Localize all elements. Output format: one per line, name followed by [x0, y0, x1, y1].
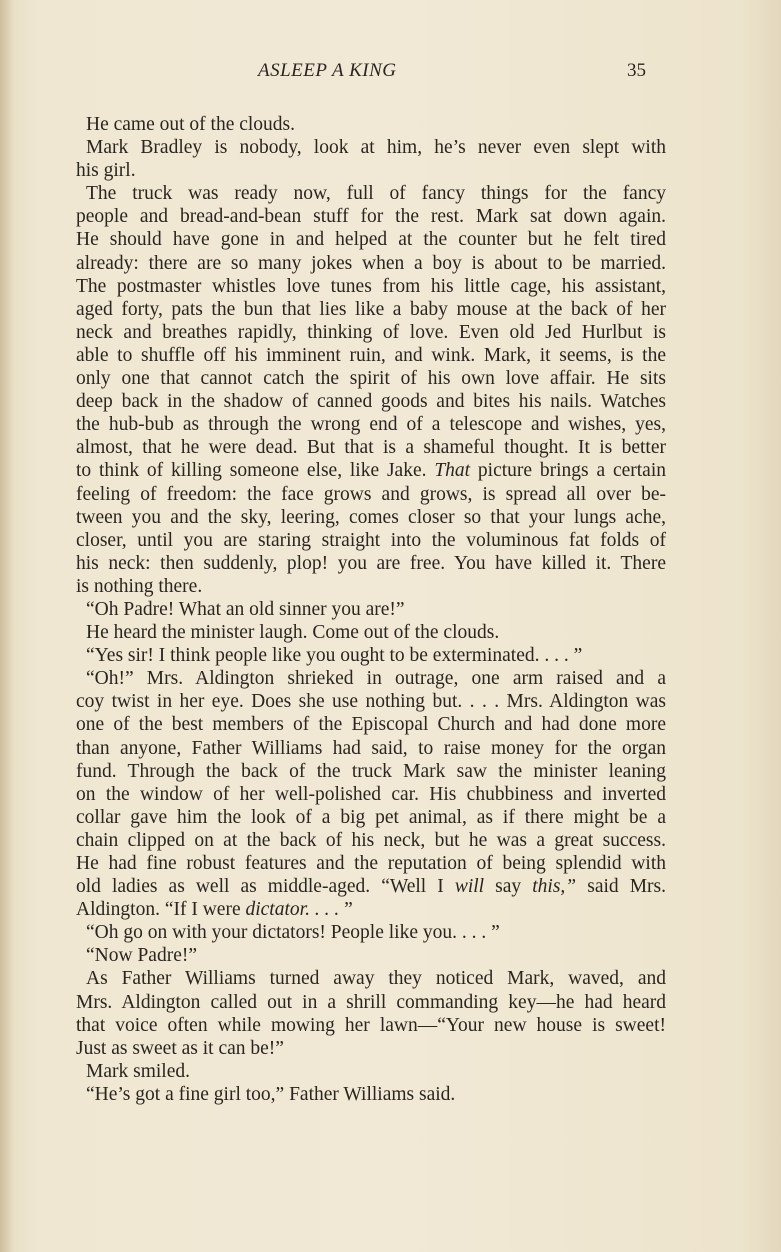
text-line: deep back in the shadow of canned goods and bites his nails. Watches: [76, 391, 666, 413]
text-line: people and bread-and-bean stuff for the rest. Mark sat down again.: [76, 206, 666, 228]
text-line: coy twist in her eye. Does she use nothing but. . . . Mrs. Aldington was: [76, 691, 666, 713]
text-line: “Oh Padre! What an old sinner you are!”: [86, 598, 405, 620]
text-line: on the window of her well-polished car. His chubbiness and inverted: [76, 783, 666, 805]
text-line: Mark Bradley is nobody, look at him, he’s never even slept with: [86, 137, 666, 159]
text-line: He should have gone in and helped at the counter but he felt tired: [76, 229, 666, 251]
text-line: Just as sweet as it can be!”: [76, 1037, 284, 1059]
text-line: his neck: then suddenly, plop! you are free. You have killed it. There: [76, 552, 666, 574]
text-line: his girl.: [76, 160, 136, 182]
text-line: collar gave him the look of a big pet animal, as if there might be a: [76, 806, 666, 828]
text-line: The truck was ready now, full of fancy things for the fancy: [86, 183, 666, 205]
text-line: the hub-bub as through the wrong end of a telescope and wishes, yes,: [76, 414, 666, 436]
text-fragment: say: [484, 876, 533, 898]
text-line: As Father Williams turned away they noticed Mark, waved, and: [86, 968, 666, 990]
text-line: [76, 459, 666, 482]
text-line: He heard the minister laugh. Come out of the clouds.: [86, 622, 500, 644]
text-fragment: to think of killing someone else, like Jake.: [76, 460, 427, 482]
italic-word: will: [454, 876, 485, 898]
text-line: “He’s got a fine girl too,” Father Williams said.: [86, 1083, 456, 1105]
text-line: “Oh go on with your dictators! People like you. . . . ”: [86, 922, 500, 944]
page-gutter-shadow: [0, 0, 14, 1252]
italic-word: That: [434, 460, 471, 482]
text-line: than anyone, Father Williams had said, to raise money for the organ: [76, 737, 666, 759]
text-line: “Oh!” Mrs. Aldington shrieked in outrage, one arm raised and a: [86, 668, 666, 690]
text-line: tween you and the sky, leering, comes closer so that your lungs ache,: [76, 506, 666, 528]
text-line: closer, until you are staring straight into the voluminous fat folds of: [76, 529, 666, 551]
text-line: only one that cannot catch the spirit of his own love affair. He sits: [76, 368, 666, 390]
text-fragment: “Well I: [381, 876, 455, 898]
text-fragment: ”: [339, 899, 353, 921]
body-text: [76, 113, 666, 1106]
page-number: 35: [627, 60, 646, 81]
text-fragment: Aldington. “If I were: [76, 899, 246, 921]
text-line: one of the best members of the Episcopal Church and had done more: [76, 714, 666, 736]
italic-word: dictator. . . .: [245, 899, 340, 921]
text-line: is nothing there.: [76, 575, 203, 597]
text-fragment: old ladies as well as middle-aged.: [76, 876, 371, 898]
text-line: that voice often while mowing her lawn—“Your new house is sweet!: [76, 1014, 666, 1036]
text-line: Mrs. Aldington called out in a shrill commanding key—he had heard: [76, 991, 666, 1013]
text-line: He came out of the clouds.: [86, 114, 296, 135]
text-line: aged forty, pats the bun that lies like a baby mouse at the back of her: [76, 298, 666, 320]
running-head: ASLEEP A KING: [258, 60, 397, 81]
text-line: [76, 898, 666, 921]
text-line: “Now Padre!”: [86, 945, 197, 967]
text-line: almost, that he were dead. But that is a shameful thought. It is better: [76, 437, 666, 459]
text-line: “Yes sir! I think people like you ought to be exterminated. . . . ”: [86, 645, 583, 667]
text-line: [76, 875, 666, 898]
text-line: The postmaster whistles love tunes from his little cage, his assistant,: [76, 275, 666, 297]
text-fragment: picture brings a certain: [470, 460, 666, 482]
text-line: chain clipped on at the back of his neck, but he was a great success.: [76, 829, 666, 851]
italic-word: this,”: [532, 876, 577, 898]
text-line: He had fine robust features and the reputation of being splendid with: [76, 853, 666, 874]
text-line: feeling of freedom: the face grows and grows, is spread all over be-: [76, 483, 666, 505]
page-header: [0, 60, 781, 90]
text-line: able to shuffle off his imminent ruin, and wink. Mark, it seems, is the: [76, 344, 666, 366]
text-line: neck and breathes rapidly, thinking of love. Even old Jed Hurlbut is: [76, 321, 666, 343]
text-line: already: there are so many jokes when a boy is about to be married.: [76, 252, 666, 274]
text-line: Mark smiled.: [86, 1060, 190, 1082]
text-fragment: said Mrs.: [576, 876, 666, 898]
text-line: fund. Through the back of the truck Mark saw the minister leaning: [76, 760, 666, 782]
